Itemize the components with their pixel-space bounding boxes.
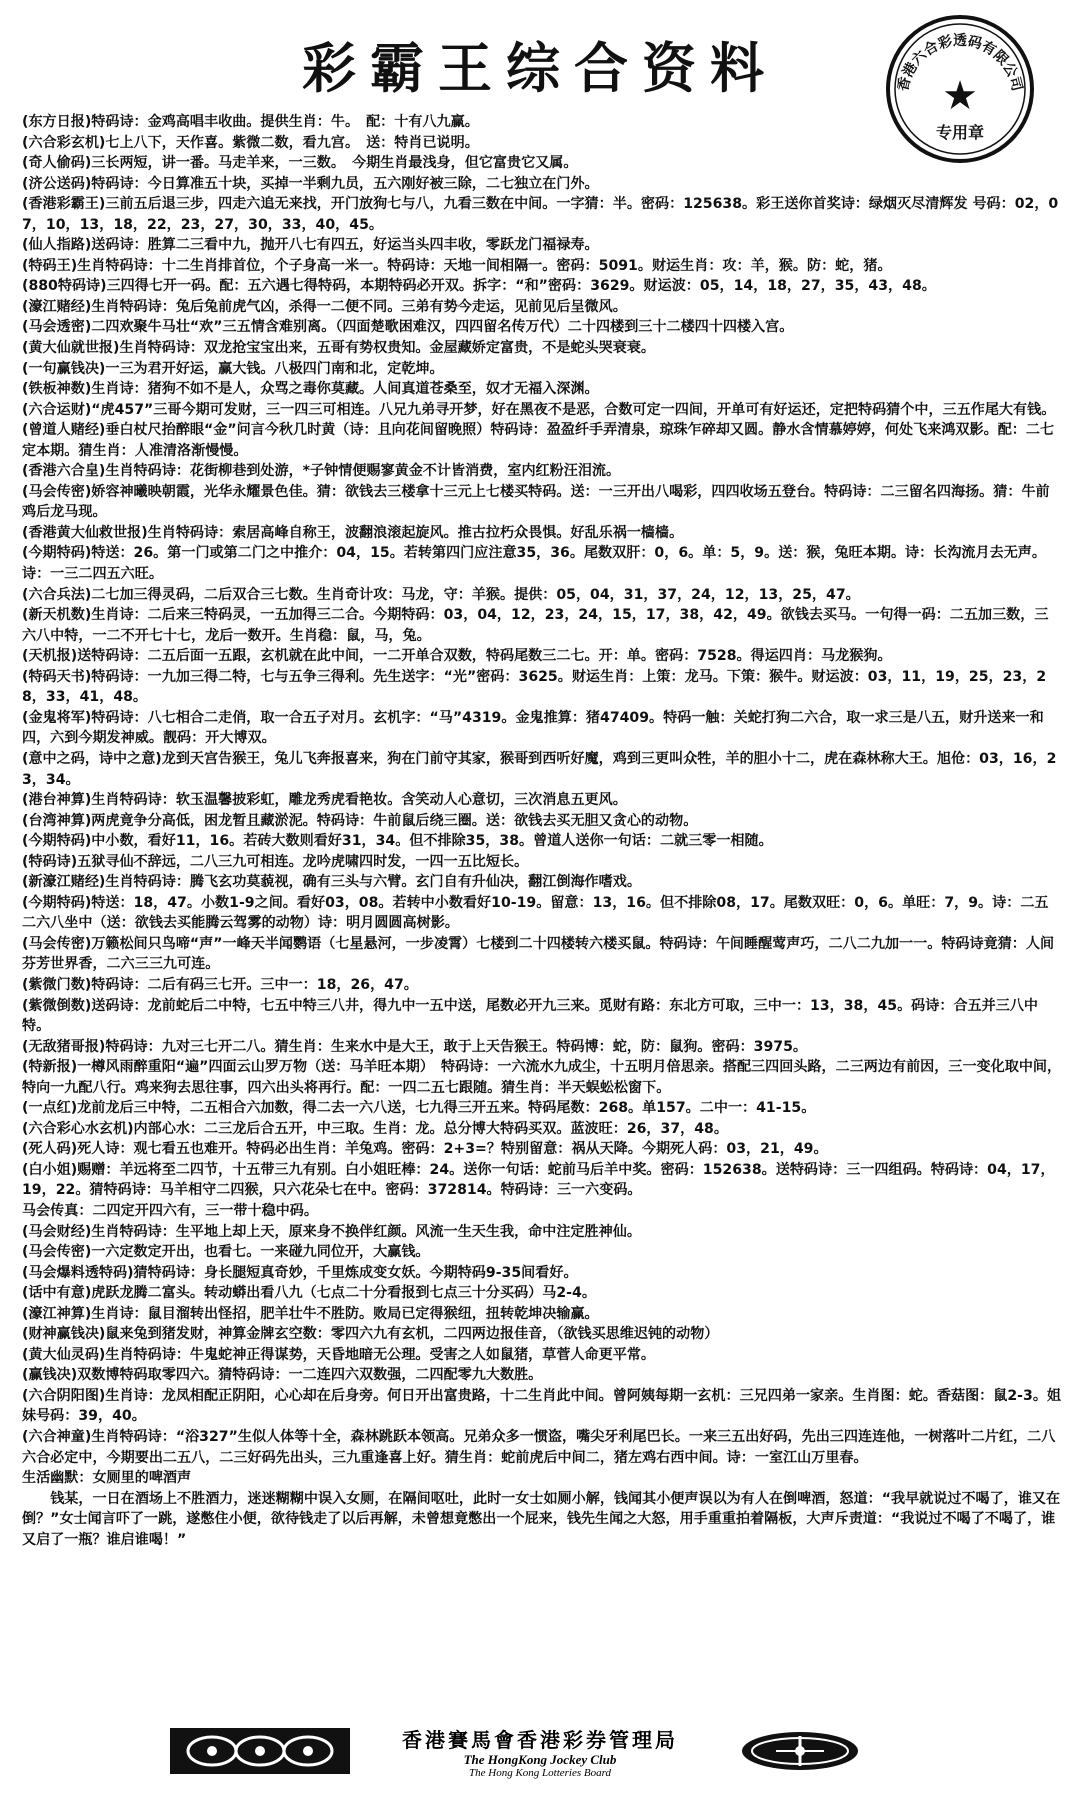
tip-text: 龙到天宫告猴王，兔儿飞奔报喜来，狗在门前守其家，猴哥到西听好魔，鸡到三更叫众牲，羊的胆小十二，虎在森林称大王。旭伧：03，16，23，34。: [22, 750, 1057, 788]
tip-entry: [22, 708, 1062, 749]
humor-title: 生活幽默：女厕里的啤酒声: [22, 1470, 192, 1487]
tip-entry: [22, 934, 1062, 975]
tip-entry: [22, 194, 1062, 235]
humor-body: 钱某，一日在酒场上不胜酒力，迷迷糊糊中误入女厕，在隔间呕吐，此时一女士如厕小解，钱闻其小便声误以为有人在倒啤酒，怒道：“我早就说过不喝了，谁又在倒？”女士闻言吓了一跳，遂憋住小便，欲待钱走了以后再解，未曾想竟憋出一个屁来，钱先生闻之大怒，用手重重拍着隔板，大声斥责道：“我说过不喝了不喝了，谁又启了一瓶？谁启谁喝！”: [22, 1490, 1061, 1548]
tip-source: (话中有意): [22, 1285, 92, 1302]
tip-source: (新天机数): [22, 607, 92, 624]
tip-text: 龙前龙后三中特，二五相合六加数，得二去一六八送，七九得三开五来。特码尾数：268。单157。二中一：41-15。: [77, 1100, 816, 1117]
tip-entry: [22, 872, 1062, 893]
tip-source: (濠江赌经): [22, 298, 92, 315]
tip-entry: [22, 276, 1062, 297]
jockey-club-logo-icon: [740, 1730, 860, 1772]
tip-entry: [22, 1139, 1062, 1160]
tip-text: 生肖诗：鼠目溜转出怪招，肥羊壮牛不胜防。败局已定得猴纽，扭转乾坤决输赢。: [91, 1305, 599, 1322]
tip-entry: [22, 420, 1062, 461]
tip-source: (黄大仙灵码): [22, 1346, 106, 1363]
tip-entry: [22, 1283, 1062, 1304]
seal-star-icon: ★: [942, 73, 978, 119]
tip-entry: [22, 1304, 1062, 1325]
tip-source: (赢钱决): [22, 1367, 78, 1384]
tip-text: 生肖诗：二后来三特码灵，一五加得三二合。今期特码：03，04，12，23，24，15，17，38，42，49。欲钱去买马。一句得一码：二五加三数，三六八中特，一二不开七十七，龙后一数开。生肖稳：鼠，马，兔。: [22, 607, 1049, 644]
tip-entry: [22, 749, 1062, 790]
tip-source: (无敌猪哥报): [22, 1038, 106, 1055]
tip-text: 特码诗：一九加三得二特，七与五争三得利。先生送字：“光”密码：3625。财运生肖：上策：龙马。下策：猴牛。财运波：03，11，19，25，23，28，33，41，48。: [22, 668, 1047, 706]
tip-text: 生肖特码诗：花街柳巷到处游，*子钟情便赐寥黄金不计皆消费，室内红粉汪泪流。: [105, 463, 621, 480]
tip-text: 一三为君开好运，赢大钱。八极四门南和北，定乾坤。: [105, 360, 444, 377]
tip-text: 生肖诗：龙凤相配正阴阳，心心却在后身旁。何日开出富贵路，十二生肖此中间。曾阿姨每期一玄机：三兄四弟一家亲。生肖图：蛇。香菇图：鼠2-3。姐妹号码：39，40。: [22, 1387, 1062, 1425]
tip-text: 特送：18，47。小数1-9之间。看好03，08。若转中小数看好10-19。留意：13，16。但不排除08，17。尾数双旺：0，6。单旺：7，9。诗：二五二六八坐中（送：欲钱去买能腾云驾雾的动物）诗：明月圆圆高树影。: [22, 894, 1049, 932]
tip-entry: [22, 667, 1062, 708]
tip-source: (特码王): [22, 257, 78, 274]
tip-entry: [22, 359, 1062, 380]
tip-entry: [22, 975, 1062, 996]
tip-entry: [22, 893, 1062, 934]
footer-organization: [370, 1724, 710, 1779]
tip-text: 送码诗：龙前蛇后二中特，七五中特三八井，得九中一五中送，尾数必开九三来。觅财有路：东北方可取，三中一：13，38，45。码诗：合五并三八中特。: [22, 997, 1039, 1035]
tip-text: 中小数，看好11，16。若砖大数则看好31，34。但不排除35，38。曾道人送你一句话：二就三零一相随。: [91, 833, 773, 850]
tip-entry: [22, 996, 1062, 1037]
tip-text: 生肖特码诗：兔后兔前虎气凶，杀得一二便不同。三弟有势今走运，见前见后呈微风。: [91, 298, 627, 315]
tip-source: (香港六合皇): [22, 463, 106, 480]
tip-text: “虎457”三哥今期可发财，三一四三可相连。八兄九弟寻开梦，好在黑夜不是恶，合数可定一四间，开单可有好运还，定把特码猜个中，三五作尾大有钱。: [91, 401, 1056, 418]
tip-entry: [22, 1119, 1062, 1140]
tip-source: (新濠江赌经): [22, 874, 106, 891]
tip-source: (一点红): [22, 1100, 78, 1117]
tip-entry: [22, 482, 1062, 523]
tip-entry: [22, 1427, 1062, 1468]
tip-text: 二四欢聚牛马壮“欢”三五情含难别离。（四面楚歌困难汉，四四留名传万代）二十四楼到三十二楼四十四楼入宫。: [91, 319, 794, 336]
footer-org-english-sub: The Hong Kong Lotteries Board: [469, 1767, 611, 1779]
tip-entry: [22, 523, 1062, 544]
tip-source: (马会财经): [22, 1223, 92, 1240]
seal-arc-text: 香港六合彩透码有限公司: [895, 33, 1025, 93]
tip-source: (马会爆料透特码): [22, 1264, 134, 1281]
tip-source: (紫微倒数): [22, 997, 92, 1014]
tip-source: (六合神童): [22, 1429, 92, 1445]
tip-source: (奇人偷码): [22, 155, 92, 172]
tip-text: 特码诗：今日算准五十块，买掉一半剩九员，五六刚好被三除，二七独立在门外。: [91, 175, 599, 192]
tip-text: 五狱寻仙不辞远，二八三九可相连。龙吟虎啸四时发，一四一五比短长。: [77, 853, 529, 870]
tip-entry: [22, 1386, 1062, 1427]
tip-entry: [22, 1201, 1062, 1222]
tip-entry: [22, 585, 1062, 606]
tip-text: 三长两短，讲一番。马走羊来，一三数。 今期生肖最浅身，但它富贵它又属。: [91, 155, 578, 172]
tip-text: 猜特码诗：身长腿短真奇妙，千里炼成变女妖。今期特码9-35间看好。: [133, 1264, 578, 1281]
tip-entry: [22, 811, 1062, 832]
tip-text: 生肖特码诗：牛鬼蛇神正得谋势，天昏地暗无公理。受害之人如鼠猪，草菅人命更平常。: [105, 1346, 656, 1363]
footer-org-chinese: 香港賽馬會香港彩券管理局: [402, 1728, 678, 1752]
tip-text: 生肖诗：猪狗不如不是人，众骂之毒你莫藏。人间真道苍桑至，奴才无福入深渊。: [91, 381, 599, 398]
tip-entry: [22, 1345, 1062, 1366]
tip-source: (六合兵法): [22, 586, 92, 603]
tip-source: (880特码诗): [22, 278, 107, 295]
tip-text: 两虎竟争分高低，困龙暂且藏淤泥。特码诗：牛前鼠后绕三圈。送：欲钱去买无胆又贪心的动物。: [91, 812, 698, 829]
tip-source: (六合运财): [22, 401, 92, 418]
tip-text: 一六定数定开出，也看七。一来碰九同位开，大赢钱。: [91, 1244, 430, 1261]
tip-source: (财神赢钱决): [22, 1326, 106, 1343]
tip-text: 鼠来兔到猪发财，神算金牌玄空数：零四六九有玄机，二四两边报佳音，（欲钱买思维迟钝的动物）: [105, 1326, 719, 1343]
tip-text: 特码诗：九对三七开二八。猜生肖：生来水中是大王，敢于上天告猴王。特码博：蛇，防：鼠狗。密码：3975。: [105, 1038, 807, 1055]
tip-source: (今期特码): [22, 545, 92, 562]
tip-entry: [22, 153, 1062, 174]
tip-entry: [22, 646, 1062, 667]
tip-entry: [22, 317, 1062, 338]
tip-text: 生肖特码诗：双龙抢宝宝出来，五哥有势权贵知。金屋藏娇定富贵，不是蛇头哭衰衰。: [119, 340, 656, 357]
tip-text: 特送：26。第一门或第二门之中推介：04，15。若转第四门应注意35，36。尾数双肝：0，6。单：5，9。送：猴，兔旺本期。诗：长沟流月去无声。诗：一三二四五六旺。: [22, 545, 1046, 583]
seal-bottom-text: 专用章: [935, 123, 985, 142]
tip-text: 双数博特码取零四六。猜特码诗：一二连四六双数强，二四配零九大数胜。: [77, 1367, 543, 1384]
tip-text: 送特码诗：二五后面一五跟，玄机就在此中间，一二开单合双数，特码尾数三二七。开：单。密码：7528。得运四肖：马龙猴狗。: [77, 648, 892, 665]
tip-source: (马会透密): [22, 319, 92, 336]
tip-source: (特新报): [22, 1059, 78, 1076]
tip-text: 特码诗：金鸡高唱丰收曲。提供生肖：牛。 配：十有八九赢。: [91, 114, 479, 130]
tip-source: (白小姐): [22, 1161, 78, 1178]
footer: [0, 1722, 1080, 1782]
tip-text: 生肖特码诗：腾飞玄功莫藐视，确有三头与六臂。玄门自有升仙决，翻江倒海作嗜戏。: [105, 874, 641, 891]
tip-entry: [22, 1160, 1062, 1201]
tip-entry: [22, 605, 1062, 646]
tip-text: 生肖特码诗：软玉温馨披彩虹，雕龙秀虎看艳妆。含笑动人心意切，三次消息五更风。: [91, 792, 627, 809]
tip-entry: [22, 174, 1062, 195]
tip-text: 娇容神曦映朝霞，光华永耀景色佳。猜：欲钱去三楼拿十三元上七楼买特码。送：一三开出八喝彩，四四收场五登台。特码诗：二三留名四海扬。猜：牛前鸡后龙马现。: [22, 483, 1050, 521]
tip-entry: [22, 1057, 1062, 1098]
footer-org-english: The HongKong Jockey Club: [463, 1752, 617, 1767]
tip-text: 虎跃龙腾二富头。转动蟒出看八九（七点二十分看报到七点三十分买码）马2-4。: [91, 1285, 596, 1302]
tip-entry: [22, 1242, 1062, 1263]
tips-list: [22, 112, 1062, 1550]
tip-source: (东方日报): [22, 114, 92, 130]
tip-text: 送码诗：胜算二三看中九，抛开八七有四五，好运当头四丰收，零跃龙门福禄寿。: [91, 237, 599, 254]
tip-entry: [22, 256, 1062, 277]
tip-entry: [22, 338, 1062, 359]
tip-text: 生肖特码诗：生平地上却上天，原来身不换伴红颜。风流一生天生我，命中注定胜神仙。: [91, 1223, 641, 1240]
tip-text: 万籁松间只鸟啼“声”一峰天半闻鹦语（七星悬河，一步凌霄）七楼到二十四楼转六楼买鼠。特码诗：午间睡醒莺声巧，二八二九加一一。特码诗竟猜：人间芬芳世界香，二六三三九可连。: [22, 935, 1055, 973]
tip-entry: [22, 1324, 1062, 1345]
tip-entry: [22, 1222, 1062, 1243]
tip-text: 三四得七开一码。配：五六遇七得特码，本期特码必开双。拆字：“和”密码：3629。财运波：05，14，18，27，35，43，48。: [106, 278, 936, 295]
lotteries-logo-icon: [170, 1728, 350, 1774]
tip-entry: [22, 461, 1062, 482]
tip-text: 七上八下，天作喜。紫微二数，看九宫。 送：特肖已说明。: [105, 134, 479, 151]
tip-entry: [22, 133, 1062, 154]
tip-text: 特码诗：二后有码三七开。三中一：18，26，47。: [91, 976, 418, 993]
tip-source: (曾道人赌经): [22, 422, 106, 439]
tip-source: (马会传密): [22, 935, 92, 952]
tip-entry: [22, 1365, 1062, 1386]
tip-text: 二七加三得灵码，二后双合三七数。生肖奇计攻：马龙，守：羊猴。提供：05，04，31，37，24，12，13，25，47。: [91, 586, 860, 603]
tip-entry: [22, 235, 1062, 256]
tip-text: 特码诗：八七相合二走俏，取一合五子对月。玄机字：“马”4319。金鬼推算：猪47409。特码一触：关蛇打狗二六合，取一求三是八五，财升送来一和四，六到今期发神威。靓码：开大博双。: [22, 709, 1044, 747]
tip-text: 三前五后退三步，四走六追无来找，开门放狗七与八，九看三数在中间。一字猜：半。密码：125638。彩王送你首奖诗：绿烟灭尽清辉发 号码：02，07，10，13，18，22，23，27，30，33，40，45。: [22, 196, 1059, 233]
tip-source: (特码天书): [22, 668, 92, 685]
tip-source: (死人码): [22, 1141, 78, 1158]
tip-source: (马会传密): [22, 483, 92, 500]
tip-source: (台湾神算): [22, 812, 92, 829]
tip-entry: [22, 852, 1062, 873]
tip-text: 赐赠：羊远将至二四节，十五带三九有别。白小姐旺棒：24。送你一句话：蛇前马后羊中奖。密码：152638。送特码诗：三一四组码。特码诗：04，17，19，22。猜特码诗：马羊相守二四猴，只六花朵七在中。密码：372814。特码诗：三一六变码。: [22, 1161, 1055, 1199]
tip-text: 生肖特码诗：“浴327”生似人体等十全，森林跳跃本领高。兄弟众多一惯盗，嘴尖牙利尾巴长。一来三五出好码，先出三四连连他，一树落叶二片红，二八六合必定中，今期要出二五八，二三好码先出头，三九重逢喜上好。猜生肖：蛇前虎后中间二，猪左鸡右西中间。诗：一室江山万里春。: [22, 1429, 1056, 1466]
tip-entry: [22, 112, 1062, 133]
tip-source: (铁板神数): [22, 381, 92, 398]
tip-source: (意中之码，诗中之意): [22, 750, 162, 767]
tip-text: 内部心水：二三龙后合五开，中三取。生肖：龙。总分博大特码买双。蓝波旺：26，37，48。: [133, 1120, 728, 1137]
tip-entry: [22, 1037, 1062, 1058]
tip-entry: [22, 790, 1062, 811]
tip-entry: [22, 1098, 1062, 1119]
tip-source: (濠江神算): [22, 1305, 92, 1322]
tip-source: (仙人指路): [22, 237, 92, 254]
tip-source: (今期特码): [22, 833, 92, 850]
tip-source: (今期特码): [22, 894, 92, 911]
tip-source: (金鬼将军): [22, 709, 92, 726]
tip-text: 二四定开四六有，三一带十稳中码。: [92, 1202, 318, 1219]
tip-entry: [22, 1263, 1062, 1284]
tip-source: 马会传真：: [22, 1202, 93, 1219]
tip-text: 一樽风雨醉重阳“遍”四面云山罗万物（送：马羊旺本期） 特码诗：一六流水九成尘，十五明月倍思亲。搭配三四回头路，二三两边有前因，三一变化取中间，特向一九配八行。鸡来狗去思往事，四六出头将再行。配：一四二五七跟随。猜生肖：半天蜈蚣松窗下。: [22, 1059, 1062, 1096]
tip-source: (济公送码): [22, 175, 92, 192]
tip-source: (六合彩玄机): [22, 134, 106, 151]
tip-source: (特码诗): [22, 853, 78, 870]
tip-entry: [22, 297, 1062, 318]
tip-source: (黄大仙就世报): [22, 340, 120, 357]
tip-source: (港台神算): [22, 792, 92, 809]
tip-source: (香港黄大仙救世报): [22, 524, 148, 541]
tip-source: (一句赢钱决): [22, 360, 106, 377]
tip-source: (香港彩霸王): [22, 196, 106, 213]
tip-source: (天机报): [22, 648, 78, 665]
tip-source: (马会传密): [22, 1244, 92, 1261]
tip-text: 生肖特码诗：十二生肖排首位，个子身高一米一。特码诗：天地一间相隔一。密码：5091。财运生肖：攻：羊，猴。防：蛇，猪。: [77, 257, 892, 274]
tip-entry: [22, 543, 1062, 584]
tip-entry: [22, 400, 1062, 421]
tip-text: 死人诗：观七看五也难开。特码必出生肖：羊兔鸡。密码：2+3=？特别留意：祸从天降。今期死人码：03，21，49。: [77, 1141, 828, 1158]
page-title: 彩霸王综合资料: [302, 36, 778, 100]
tip-source: (紫微门数): [22, 976, 92, 993]
tip-entry: [22, 831, 1062, 852]
tip-text: 垂白杖尺抬醉眼“金”问言今秋几时黄（诗：且向花间留晚照）特码诗：盈盈纤手弄清泉，琼珠乍碎却又圆。静水含情慕婷婷，何处飞来鸿双影。配：二七定本期。猜生肖：人准清洛渐慢慢。: [22, 422, 1055, 459]
tip-text: 生肖特码诗：索居高峰自称王，波翻浪滚起旋风。推古拉朽众畏惧。好乱乐祸一樯樯。: [147, 524, 684, 541]
tip-source: (六合彩心水玄机): [22, 1120, 134, 1137]
tip-entry: [22, 379, 1062, 400]
tip-source: (六合阴阳图): [22, 1387, 106, 1404]
